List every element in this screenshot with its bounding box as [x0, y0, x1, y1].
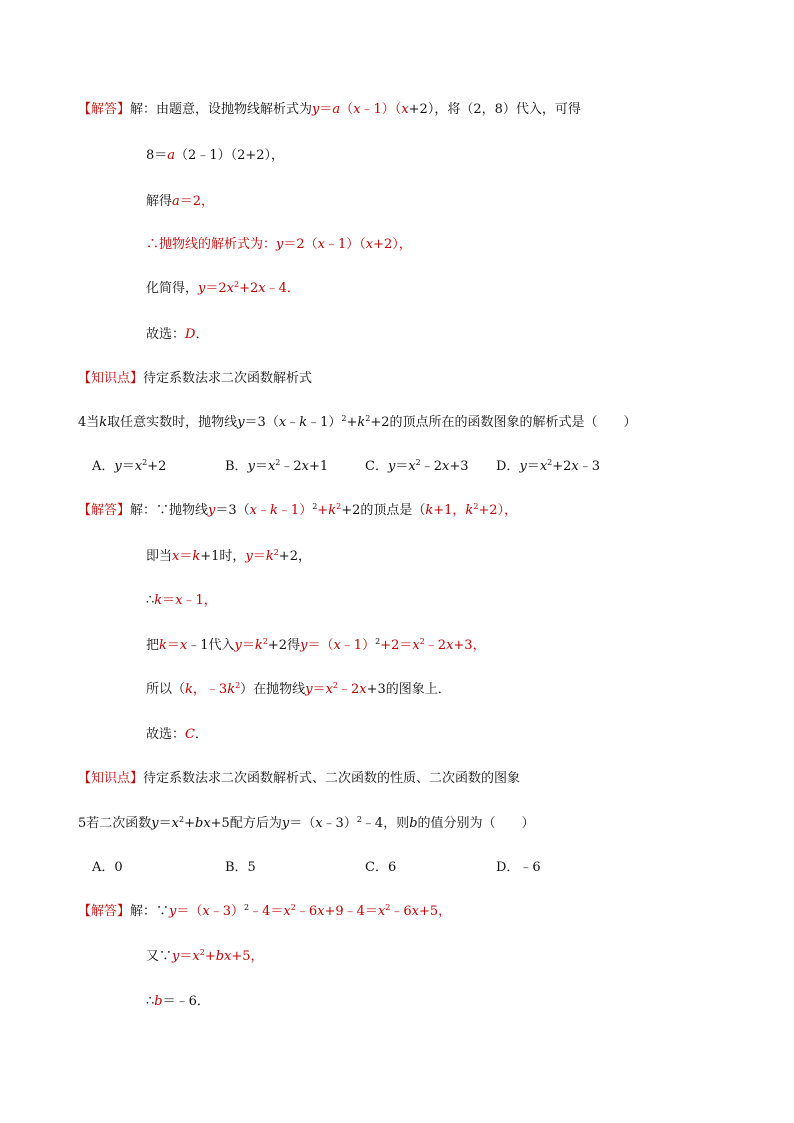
math: y	[234, 638, 242, 653]
math: +2），	[373, 237, 412, 252]
math: x	[446, 638, 454, 653]
math: x	[317, 237, 325, 252]
math: x	[353, 102, 361, 117]
math: y	[198, 281, 206, 296]
math: y	[151, 816, 159, 831]
math: k	[465, 503, 474, 518]
math: +2），	[478, 503, 518, 518]
math: a	[332, 102, 341, 117]
math: ＝2，	[179, 194, 215, 209]
q5-option-a[interactable]	[92, 859, 123, 877]
math: 2	[312, 502, 318, 511]
math: x	[365, 237, 374, 252]
math: 2	[290, 903, 296, 912]
math: x	[134, 459, 143, 474]
math: ﹣6	[295, 904, 318, 919]
math: 2	[415, 458, 421, 467]
math: y	[519, 459, 527, 474]
knowledge-text: 待定系数法求二次函数解析式、二次函数的性质、二次函数的图象	[143, 771, 521, 786]
q4-answer-line-4	[146, 637, 486, 655]
text: 取任意实数时，抛物线	[107, 415, 238, 430]
math: x	[283, 904, 291, 919]
q4-answer-line-5	[146, 681, 451, 699]
math: y	[245, 549, 253, 564]
math: y	[169, 904, 177, 919]
math: +5，	[418, 904, 452, 919]
math: ＝	[254, 459, 268, 474]
text: 把	[146, 638, 160, 653]
math: ＝	[526, 459, 540, 474]
math: 2	[419, 637, 425, 646]
math: ﹣2	[280, 459, 302, 474]
math: x	[411, 904, 419, 919]
q5-option-b[interactable]	[225, 859, 256, 877]
math: x	[571, 459, 579, 474]
math: 2	[142, 458, 148, 467]
math: ﹣1）（	[325, 237, 366, 252]
math: +5，	[231, 949, 264, 964]
q3-answer-line-1	[78, 101, 581, 119]
knowledge-label: 【知识点】	[78, 771, 144, 786]
text: 故选：	[146, 327, 186, 342]
math: （	[340, 102, 354, 117]
math: +1，	[433, 503, 466, 518]
text: 4当	[78, 415, 100, 430]
math: x	[412, 638, 420, 653]
knowledge-text: 待定系数法求二次函数解析式	[143, 371, 313, 386]
math: ＝	[158, 816, 172, 831]
q5-stem	[78, 815, 535, 833]
math: y	[281, 816, 290, 831]
text: 又∵	[146, 949, 173, 964]
q4-option-d[interactable]	[496, 458, 600, 476]
math: ﹣1）	[307, 415, 342, 430]
math: k	[99, 415, 108, 430]
math: ﹣1）	[277, 503, 313, 518]
math: ﹣3	[578, 459, 601, 474]
math: +2＝	[380, 638, 413, 653]
math: +3，	[453, 638, 486, 653]
option-letter: A．	[92, 459, 115, 474]
text: ∴抛物线的解析式为：	[146, 237, 277, 252]
knowledge-label: 【知识点】	[78, 371, 144, 386]
math: k	[425, 503, 434, 518]
math: ，﹣3	[192, 682, 228, 697]
answer-label: 【解答】	[78, 102, 131, 117]
math: 2	[234, 280, 240, 289]
option-letter: C．	[365, 459, 388, 474]
math: k	[192, 549, 201, 564]
math: x	[442, 459, 450, 474]
answer-label: 【解答】	[78, 904, 131, 919]
math: 2	[336, 502, 342, 511]
option-letter: B．	[225, 459, 248, 474]
math: ﹣4＝	[249, 904, 284, 919]
math: ＝	[312, 682, 326, 697]
text: 故选：	[146, 727, 186, 742]
q4-answer-line-6	[146, 726, 208, 744]
math: y	[208, 503, 216, 518]
text: 所以（	[146, 682, 186, 697]
math: x	[317, 904, 325, 919]
math: x	[192, 949, 200, 964]
math: +	[204, 949, 216, 964]
math: x	[226, 281, 234, 296]
text: +1时，	[200, 549, 246, 564]
math: x	[401, 102, 409, 117]
math: y	[300, 638, 308, 653]
math: x	[179, 638, 188, 653]
math: ＝	[166, 638, 180, 653]
text: 解：∵抛物线	[130, 503, 209, 518]
text: +5配方后为	[210, 816, 282, 831]
option-text: D．﹣6	[496, 860, 541, 875]
math: y	[172, 949, 180, 964]
math: x	[171, 816, 179, 831]
math: +2	[147, 459, 167, 474]
math: 2	[199, 948, 205, 957]
math: x	[258, 281, 266, 296]
math: ＝	[162, 593, 176, 608]
math: ﹣3）	[322, 816, 357, 831]
math: x	[359, 682, 367, 697]
option-text: A．0	[92, 860, 123, 875]
math: +	[317, 503, 329, 518]
math: ＝	[179, 949, 193, 964]
math: ＝3（	[215, 503, 250, 518]
math: ﹣2	[424, 638, 447, 653]
math: ﹣2	[338, 682, 360, 697]
math: ＝（	[289, 816, 316, 831]
math: x	[175, 593, 183, 608]
math: k	[270, 503, 278, 518]
text: 解：∵	[130, 904, 170, 919]
q5-answer-line-3	[146, 993, 210, 1011]
math: ﹣3）	[209, 904, 245, 919]
math: +9﹣4＝	[324, 904, 378, 919]
q4-answer-line-1	[78, 502, 517, 520]
math: 2	[385, 903, 391, 912]
math: k	[265, 549, 274, 564]
math: +2，	[278, 549, 311, 564]
math: ﹣4．	[265, 281, 300, 296]
math: 2	[547, 458, 553, 467]
text: ﹣1代入	[187, 638, 235, 653]
answer-label: 【解答】	[78, 503, 131, 518]
math: ＝（	[307, 638, 334, 653]
math: y	[114, 459, 122, 474]
math: x	[333, 638, 341, 653]
text: +2得	[267, 638, 301, 653]
math: +2	[552, 459, 572, 474]
math: x	[267, 459, 276, 474]
math: y	[276, 237, 284, 252]
option-text: C．6	[365, 860, 397, 875]
math: ﹣6	[390, 904, 412, 919]
math: y	[247, 459, 255, 474]
math: ﹣1，	[182, 593, 217, 608]
math: b	[154, 994, 163, 1009]
math: x	[408, 459, 416, 474]
text: 解：由题意，设抛物线解析式为	[130, 102, 313, 117]
text: 化简得，	[146, 281, 199, 296]
math: +	[346, 415, 358, 430]
text: ∴	[146, 593, 155, 608]
math: 2	[356, 815, 362, 824]
math: k	[299, 415, 308, 430]
math: k	[159, 638, 167, 653]
text: +2的顶点所在的函数图象的解析式是（ ）	[370, 415, 637, 430]
math: x	[249, 503, 258, 518]
q4-knowledge	[78, 770, 520, 788]
q4-option-a[interactable]	[92, 458, 166, 476]
math: 2	[332, 681, 338, 690]
text: ﹣4，则	[361, 816, 410, 831]
math: 2	[273, 548, 279, 557]
text: ．	[195, 327, 209, 342]
math: 2	[262, 637, 268, 646]
text: +2），将（2，8）代入，可得	[408, 102, 581, 117]
math: k	[328, 503, 337, 518]
q5-option-d[interactable]	[496, 859, 541, 877]
math: x	[377, 904, 386, 919]
text: ．	[194, 727, 208, 742]
math: ﹣1）（	[360, 102, 402, 117]
math: b	[409, 816, 418, 831]
math: x	[315, 816, 323, 831]
math: +	[184, 816, 195, 831]
q4-stem	[78, 414, 637, 432]
math: C	[185, 727, 195, 742]
math: x	[278, 415, 287, 430]
math: ﹣	[257, 503, 271, 518]
math: （2﹣1）（2+2），	[175, 148, 285, 163]
text: 5若二次函数	[78, 816, 152, 831]
q3-answer-line-5	[146, 280, 300, 298]
q3-answer-line-4	[146, 236, 412, 254]
math: k	[154, 593, 163, 608]
math: 2	[179, 815, 185, 824]
math: 2	[341, 414, 347, 423]
math: a	[172, 194, 180, 209]
math: 8＝	[146, 148, 168, 163]
math: ﹣1）	[340, 638, 376, 653]
text: ）在抛物线	[240, 682, 306, 697]
math: 2	[275, 458, 281, 467]
q4-option-b[interactable]	[225, 458, 328, 476]
q4-option-c[interactable]	[365, 458, 469, 476]
q3-answer-line-6	[146, 326, 208, 344]
math: 2	[375, 637, 381, 646]
math: +1	[309, 459, 329, 474]
math: ＝（	[176, 904, 203, 919]
text: +3的图象上．	[366, 682, 451, 697]
math: x	[539, 459, 548, 474]
math: +3	[449, 459, 469, 474]
math: x	[202, 904, 210, 919]
q5-answer-line-1	[78, 903, 451, 921]
math: k	[185, 682, 193, 697]
math: +2	[239, 281, 259, 296]
math: bx	[195, 816, 211, 831]
text: 的值分别为（ ）	[417, 816, 535, 831]
math: ＝2	[205, 281, 227, 296]
math: k	[227, 682, 236, 697]
math: ﹣2	[420, 459, 443, 474]
math: k	[357, 415, 366, 430]
math: a	[167, 148, 176, 163]
math: y	[312, 102, 320, 117]
math: x	[172, 549, 180, 564]
math: y	[237, 415, 245, 430]
math: 2	[235, 681, 241, 690]
q4-answer-line-3	[146, 592, 217, 610]
math: x	[325, 682, 333, 697]
q3-knowledge	[78, 370, 312, 388]
text: 解得	[146, 194, 173, 209]
text: 即当	[146, 549, 173, 564]
math: ＝	[121, 459, 135, 474]
math: ﹣	[286, 415, 300, 430]
math: 2	[365, 414, 371, 423]
option-text: B．5	[225, 860, 256, 875]
math: ＝	[319, 102, 333, 117]
q5-option-c[interactable]	[365, 859, 396, 877]
option-letter: D．	[496, 459, 520, 474]
q3-answer-line-2	[146, 147, 284, 165]
q5-answer-line-2	[146, 948, 264, 966]
math: bx	[215, 949, 232, 964]
math: 2	[473, 502, 479, 511]
math: D	[185, 327, 196, 342]
math: x	[301, 459, 309, 474]
math: y	[387, 459, 396, 474]
math: ＝3（	[244, 415, 279, 430]
q4-answer-line-2	[146, 548, 311, 566]
math: k	[254, 638, 263, 653]
math: ＝﹣6．	[162, 994, 210, 1009]
math: 2	[244, 903, 250, 912]
q3-answer-line-3	[146, 193, 214, 211]
math: ＝	[395, 459, 409, 474]
math: ＝	[179, 549, 193, 564]
math: ＝	[241, 638, 255, 653]
text: ∴	[146, 994, 155, 1009]
math: ＝	[252, 549, 266, 564]
math: ＝2（	[283, 237, 318, 252]
math: y	[305, 682, 313, 697]
text: +2的顶点是（	[341, 503, 426, 518]
